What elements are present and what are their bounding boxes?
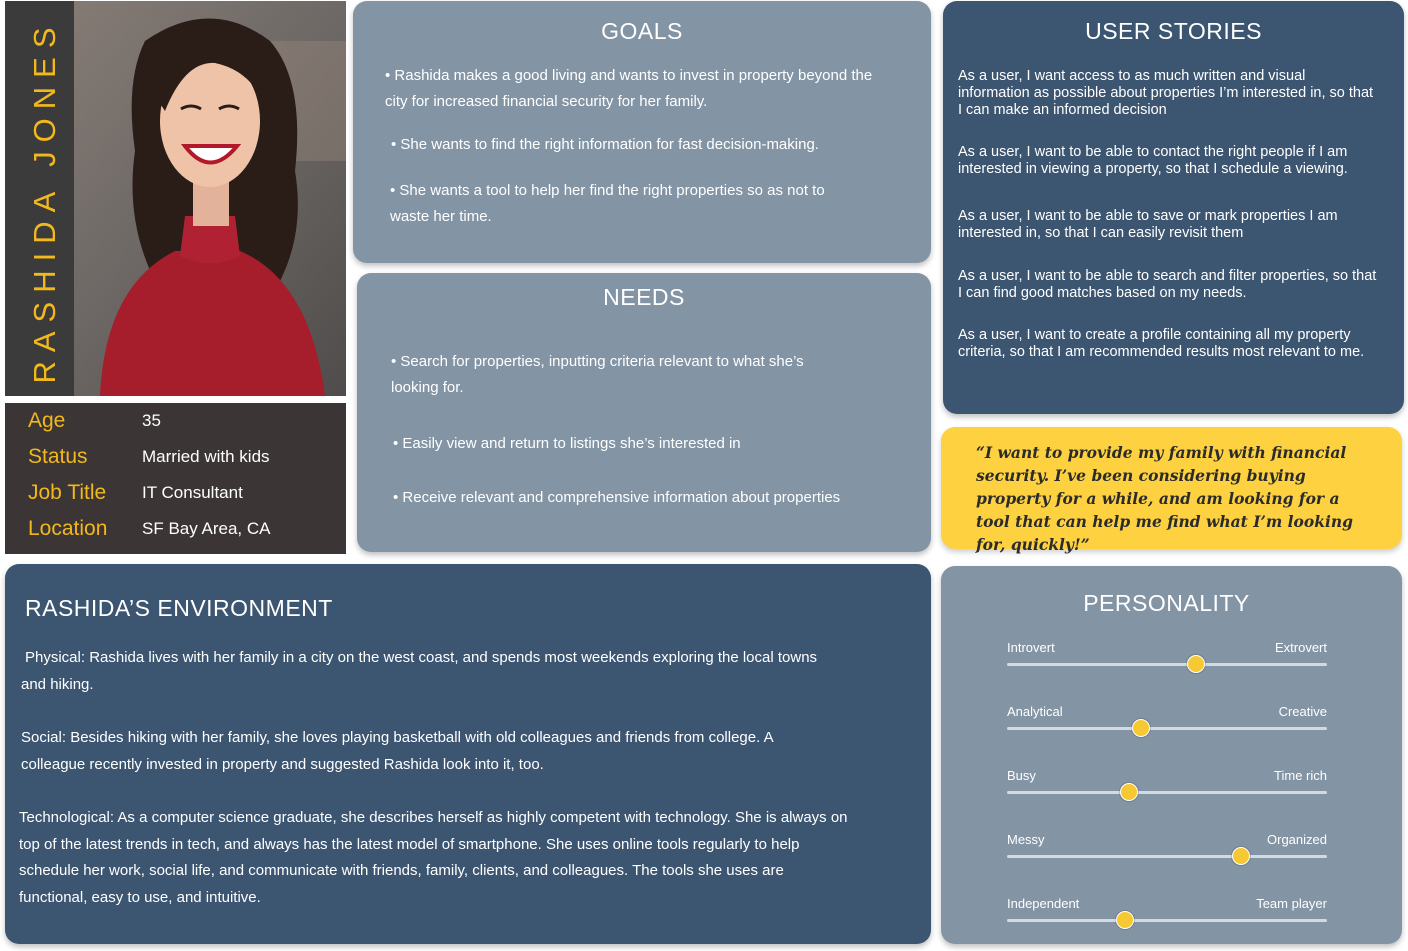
goal-item: • She wants to find the right information for fast decision-making. bbox=[391, 136, 819, 153]
personality-title: PERSONALITY bbox=[1083, 590, 1250, 616]
needs-card bbox=[357, 273, 931, 552]
slider-right-label: Organized bbox=[1267, 832, 1327, 847]
user-story-item: As a user, I want access to as much written and visual information as possible about properties I’m interested in, so that I can make an informed decision bbox=[958, 68, 1374, 118]
persona-name: RASHIDA JONES bbox=[27, 18, 62, 384]
info-label: Status bbox=[28, 445, 88, 468]
persona-info bbox=[5, 403, 346, 554]
goal-item: • She wants a tool to help her find the right properties so as not to waste her time. bbox=[390, 182, 825, 225]
slider-knob[interactable] bbox=[1120, 783, 1138, 801]
user-story-item: As a user, I want to be able to contact the right people if I am interested in viewing a property, so that I schedule a viewing. bbox=[958, 144, 1348, 177]
name-strip bbox=[5, 1, 74, 396]
environment-title: RASHIDA’S ENVIRONMENT bbox=[25, 595, 333, 621]
personality-card bbox=[941, 566, 1402, 944]
quote-card bbox=[941, 427, 1402, 554]
slider-messy-organized[interactable] bbox=[1007, 832, 1327, 872]
environment-card bbox=[5, 564, 931, 944]
info-label: Job Title bbox=[28, 481, 107, 504]
info-value: Married with kids bbox=[142, 447, 270, 466]
info-row-status bbox=[5, 445, 346, 481]
slider-introvert-extrovert[interactable] bbox=[1007, 640, 1327, 680]
slider-left-label: Analytical bbox=[1007, 704, 1063, 719]
slider-right-label: Time rich bbox=[1274, 768, 1327, 783]
slider-left-label: Introvert bbox=[1007, 640, 1055, 655]
slider-knob[interactable] bbox=[1187, 655, 1205, 673]
slider-right-label: Extrovert bbox=[1274, 640, 1327, 655]
slider-left-label: Messy bbox=[1007, 832, 1045, 847]
need-item: • Search for properties, inputting criteria relevant to what she’s looking for. bbox=[391, 353, 804, 396]
slider-right-label: Team player bbox=[1256, 896, 1327, 911]
info-row-location bbox=[5, 517, 346, 553]
slider-track bbox=[1007, 663, 1327, 666]
info-value: IT Consultant bbox=[142, 483, 243, 502]
slider-knob[interactable] bbox=[1132, 719, 1150, 737]
persona-quote: “I want to provide my family with financial security. I’ve been considering buying property for a while, and am looking for a tool that can help me find what I’m looking for, quickly!” bbox=[976, 443, 1353, 554]
slider-knob[interactable] bbox=[1232, 847, 1250, 865]
environment-technological: Technological: As a computer science graduate, she describes herself as highly competent with technology. She is always on top of the latest trends in tech, and always has the latest model of smartphone. She uses online tools regularly to help schedule her work, social life, and communicate with friends, family, clients, and colleagues. The tools she uses are functional, easy to use, and intuitive. bbox=[19, 809, 848, 906]
goal-item: • Rashida makes a good living and wants to invest in property beyond the city for increased financial security for her family. bbox=[385, 67, 873, 110]
slider-track bbox=[1007, 855, 1327, 858]
slider-left-label: Independent bbox=[1007, 896, 1080, 911]
info-row-job-title bbox=[5, 481, 346, 517]
needs-title: NEEDS bbox=[603, 284, 685, 310]
environment-physical: Physical: Rashida lives with her family in a city on the west coast, and spends most weekends exploring the local towns and hiking. bbox=[21, 649, 818, 693]
slider-independent-team-player[interactable] bbox=[1007, 896, 1327, 936]
slider-busy-time-rich[interactable] bbox=[1007, 768, 1327, 808]
need-item: • Receive relevant and comprehensive information about properties bbox=[393, 489, 841, 506]
slider-left-label: Busy bbox=[1007, 768, 1036, 783]
info-label: Location bbox=[28, 517, 108, 540]
slider-right-label: Creative bbox=[1278, 704, 1327, 719]
user-story-item: As a user, I want to be able to save or mark properties I am interested in, so that I can easily revisit them bbox=[958, 208, 1338, 241]
user-stories-title: USER STORIES bbox=[1085, 18, 1262, 44]
slider-track bbox=[1007, 791, 1327, 794]
user-story-item: As a user, I want to be able to search and filter properties, so that I can find good matches based on my needs. bbox=[958, 268, 1377, 301]
info-value: SF Bay Area, CA bbox=[142, 519, 271, 538]
info-label: Age bbox=[28, 409, 66, 432]
goals-title: GOALS bbox=[601, 18, 683, 44]
slider-track bbox=[1007, 727, 1327, 730]
user-story-item: As a user, I want to create a profile containing all my property criteria, so that I am recommended results most relevant to me. bbox=[958, 327, 1365, 360]
info-value: 35 bbox=[142, 411, 161, 430]
user-stories-card bbox=[943, 1, 1404, 414]
need-item: • Easily view and return to listings she’s interested in bbox=[393, 435, 741, 452]
goals-card bbox=[353, 1, 931, 263]
info-row-age bbox=[5, 409, 346, 445]
slider-analytical-creative[interactable] bbox=[1007, 704, 1327, 744]
slider-track bbox=[1007, 919, 1327, 922]
slider-knob[interactable] bbox=[1116, 911, 1134, 929]
environment-social: Social: Besides hiking with her family, she loves playing basketball with old colleagues and friends from college. A colleague recently invested in property and suggested Rashida look into it, too. bbox=[21, 729, 773, 773]
